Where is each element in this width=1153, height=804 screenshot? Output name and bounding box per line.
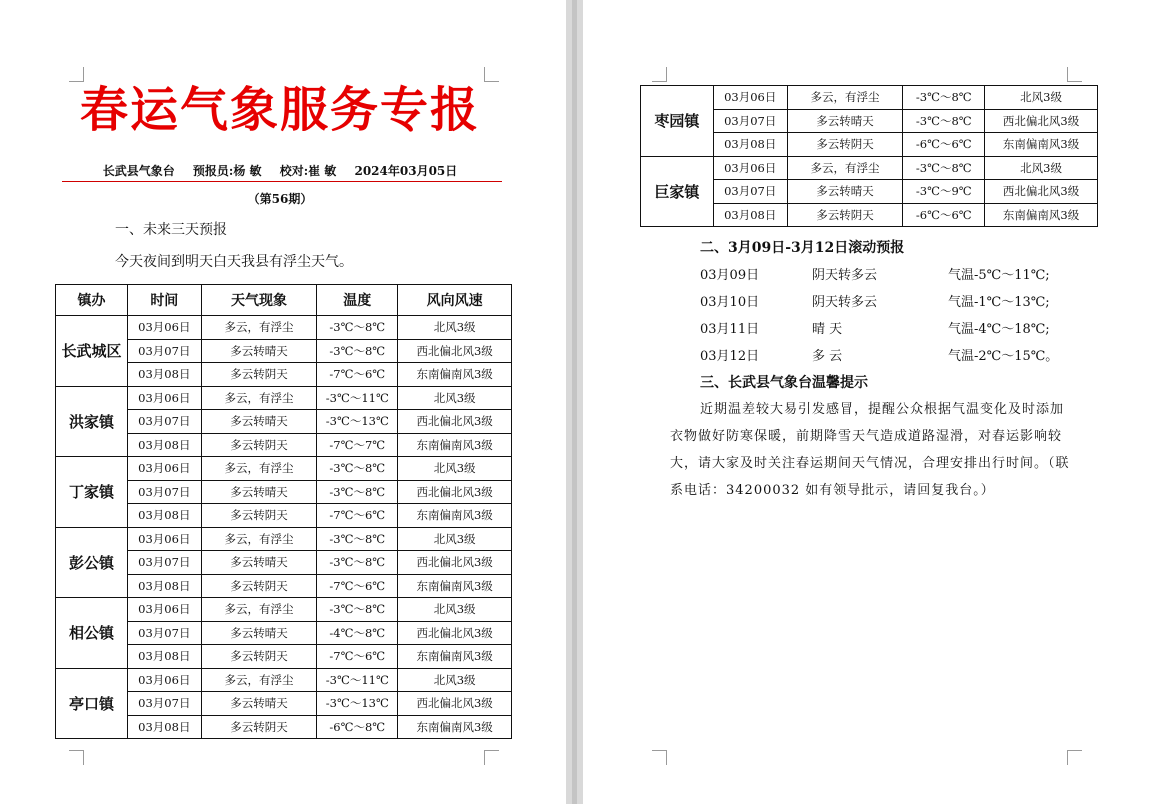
table-row	[56, 457, 512, 481]
weather-cell: 多云转阴天	[201, 433, 317, 457]
temp-cell: -3℃～8℃	[317, 598, 398, 622]
corner-mark	[1067, 750, 1082, 765]
col-header-time: 时间	[127, 285, 201, 316]
wind-cell: 北风3级	[985, 86, 1098, 110]
temp-cell: -7℃～6℃	[317, 645, 398, 669]
rolling-forecast-row	[700, 291, 1080, 311]
temp-cell: -3℃～11℃	[317, 386, 398, 410]
wind-cell: 东南偏南风3级	[398, 504, 512, 528]
wind-cell: 西北偏北风3级	[398, 551, 512, 575]
rolling-weather: 阴天转多云	[812, 295, 878, 310]
wind-cell: 西北偏北风3级	[398, 410, 512, 434]
rolling-temp: 气温-2℃～15℃。	[948, 349, 1059, 364]
section3-heading: 三、长武县气象台温馨提示	[700, 375, 868, 391]
corner-mark	[69, 750, 84, 765]
date-cell: 03月07日	[127, 621, 201, 645]
temp-cell: -4℃～8℃	[317, 621, 398, 645]
weather-cell: 多云转晴天	[201, 551, 317, 575]
document-page-1	[0, 0, 566, 804]
header-divider	[62, 181, 502, 182]
weather-cell: 多云转阴天	[201, 363, 317, 387]
town-name-cell: 相公镇	[56, 598, 128, 669]
weather-cell: 多云转晴天	[787, 109, 903, 133]
date-cell: 03月06日	[127, 598, 201, 622]
wind-cell: 东南偏南风3级	[398, 433, 512, 457]
weather-cell: 多云，有浮尘	[201, 668, 317, 692]
weather-cell: 多云，有浮尘	[201, 316, 317, 340]
weather-cell: 多云转阴天	[201, 715, 317, 739]
date-cell: 03月08日	[127, 574, 201, 598]
col-header-wind: 风向风速	[398, 285, 512, 316]
rolling-temp: 气温-5℃～11℃;	[948, 268, 1050, 283]
wind-cell: 北风3级	[398, 316, 512, 340]
section3-tip-text: 近期温差较大易引发感冒，提醒公众根据气温变化及时添加衣物做好防寒保暖，前期降雪天气造成道路湿滑，对春运影响较大，请大家及时关注春运期间天气情况，合理安排出行时间。（联系电话：34200032 如有领导批示，请回复我台。）	[670, 402, 1070, 498]
forecaster: 预报员:杨 敏	[192, 164, 262, 178]
section1-heading: 一、未来三天预报	[115, 222, 227, 238]
temp-cell: -3℃～8℃	[317, 527, 398, 551]
temp-cell: -7℃～6℃	[317, 363, 398, 387]
town-name-cell: 彭公镇	[56, 527, 128, 598]
town-name-cell: 巨家镇	[641, 156, 714, 227]
weather-cell: 多云，有浮尘	[201, 527, 317, 551]
table-header-row	[56, 285, 512, 316]
temp-cell: -3℃～8℃	[317, 551, 398, 575]
issue-number: （第56期）	[247, 192, 313, 206]
rolling-date: 03月09日	[700, 268, 760, 283]
town-name-cell: 长武城区	[56, 316, 128, 387]
weather-cell: 多云转晴天	[201, 410, 317, 434]
weather-cell: 多云转阴天	[787, 203, 903, 227]
temp-cell: -3℃～13℃	[317, 692, 398, 716]
date-cell: 03月08日	[127, 504, 201, 528]
proofreader: 校对:崔 敏	[279, 164, 337, 178]
temp-cell: -7℃～6℃	[317, 574, 398, 598]
weather-cell: 多云转阴天	[201, 574, 317, 598]
wind-cell: 北风3级	[398, 457, 512, 481]
col-header-weather: 天气现象	[201, 285, 317, 316]
section1-intro: 今天夜间到明天白天我县有浮尘天气。	[115, 254, 353, 270]
rolling-date: 03月12日	[700, 349, 760, 364]
weather-cell: 多云转阴天	[201, 645, 317, 669]
temp-cell: -3℃～8℃	[903, 109, 985, 133]
date-cell: 03月07日	[127, 339, 201, 363]
temp-cell: -3℃～8℃	[317, 316, 398, 340]
date-cell: 03月08日	[713, 203, 787, 227]
date-cell: 03月08日	[713, 133, 787, 157]
temp-cell: -7℃～7℃	[317, 433, 398, 457]
corner-mark	[484, 750, 499, 765]
corner-mark	[652, 67, 667, 82]
rolling-forecast-row	[700, 345, 1080, 365]
report-title: 春运气象服务专报	[79, 82, 480, 138]
rolling-temp: 气温-4℃～18℃;	[948, 322, 1050, 337]
temp-cell: -3℃～8℃	[317, 480, 398, 504]
wind-cell: 西北偏北风3级	[398, 692, 512, 716]
table-row	[56, 598, 512, 622]
wind-cell: 西北偏北风3级	[398, 480, 512, 504]
wind-cell: 西北偏北风3级	[398, 621, 512, 645]
wind-cell: 东南偏南风3级	[985, 133, 1098, 157]
weather-cell: 多云，有浮尘	[201, 598, 317, 622]
table-row	[56, 527, 512, 551]
wind-cell: 东南偏南风3级	[398, 363, 512, 387]
date-cell: 03月06日	[127, 316, 201, 340]
date-cell: 03月08日	[127, 363, 201, 387]
date-cell: 03月08日	[127, 645, 201, 669]
wind-cell: 北风3级	[398, 386, 512, 410]
rolling-forecast-row	[700, 318, 1080, 338]
date-cell: 03月08日	[127, 715, 201, 739]
weather-cell: 多云，有浮尘	[787, 86, 903, 110]
date-cell: 03月06日	[127, 668, 201, 692]
wind-cell: 北风3级	[398, 527, 512, 551]
rolling-forecast-row	[700, 264, 1080, 284]
temp-cell: -3℃～11℃	[317, 668, 398, 692]
weather-cell: 多云，有浮尘	[787, 156, 903, 180]
town-name-cell: 亭口镇	[56, 668, 128, 739]
temp-cell: -6℃～6℃	[903, 133, 985, 157]
weather-cell: 多云转阴天	[787, 133, 903, 157]
rolling-weather: 晴 天	[812, 322, 843, 337]
report-date: 2024年03月05日	[354, 164, 458, 178]
table-row	[641, 156, 1098, 180]
wind-cell: 北风3级	[985, 156, 1098, 180]
wind-cell: 西北偏北风3级	[398, 339, 512, 363]
date-cell: 03月07日	[127, 692, 201, 716]
date-cell: 03月06日	[127, 457, 201, 481]
date-cell: 03月08日	[127, 433, 201, 457]
temp-cell: -3℃～8℃	[903, 86, 985, 110]
date-cell: 03月07日	[713, 180, 787, 204]
wind-cell: 东南偏南风3级	[985, 203, 1098, 227]
temp-cell: -3℃～8℃	[903, 156, 985, 180]
table-row	[56, 668, 512, 692]
rolling-temp: 气温-1℃～13℃;	[948, 295, 1050, 310]
temp-cell: -3℃～8℃	[317, 339, 398, 363]
weather-cell: 多云转阴天	[201, 504, 317, 528]
date-cell: 03月07日	[127, 551, 201, 575]
table-row	[641, 86, 1098, 110]
date-cell: 03月06日	[713, 86, 787, 110]
section2-heading: 二、3月09日-3月12日滚动预报	[700, 240, 905, 256]
temp-cell: -3℃～8℃	[317, 457, 398, 481]
agency: 长武县气象台	[102, 164, 175, 178]
col-header-town: 镇办	[56, 285, 128, 316]
temp-cell: -3℃～9℃	[903, 180, 985, 204]
col-header-temp: 温度	[317, 285, 398, 316]
weather-cell: 多云转晴天	[201, 339, 317, 363]
town-name-cell: 枣园镇	[641, 86, 714, 157]
temp-cell: -7℃～6℃	[317, 504, 398, 528]
date-cell: 03月06日	[127, 527, 201, 551]
weather-cell: 多云，有浮尘	[201, 457, 317, 481]
rolling-date: 03月11日	[700, 322, 760, 337]
rolling-weather: 多 云	[812, 349, 843, 364]
table-row	[56, 316, 512, 340]
wind-cell: 西北偏北风3级	[985, 180, 1098, 204]
temp-cell: -6℃～8℃	[317, 715, 398, 739]
temp-cell: -6℃～6℃	[903, 203, 985, 227]
wind-cell: 西北偏北风3级	[985, 109, 1098, 133]
town-name-cell: 丁家镇	[56, 457, 128, 528]
page-gap	[566, 0, 583, 804]
weather-cell: 多云转晴天	[201, 480, 317, 504]
wind-cell: 东南偏南风3级	[398, 715, 512, 739]
corner-mark	[652, 750, 667, 765]
forecast-table-page1	[55, 284, 512, 739]
scroll-divider	[572, 0, 577, 804]
forecast-table-page2	[640, 85, 1098, 227]
wind-cell: 东南偏南风3级	[398, 645, 512, 669]
date-cell: 03月06日	[713, 156, 787, 180]
weather-cell: 多云转晴天	[787, 180, 903, 204]
town-name-cell: 洪家镇	[56, 386, 128, 457]
weather-cell: 多云，有浮尘	[201, 386, 317, 410]
temp-cell: -3℃～13℃	[317, 410, 398, 434]
date-cell: 03月07日	[127, 410, 201, 434]
table-row	[56, 386, 512, 410]
weather-cell: 多云转晴天	[201, 621, 317, 645]
date-cell: 03月07日	[127, 480, 201, 504]
weather-cell: 多云转晴天	[201, 692, 317, 716]
report-meta	[60, 162, 500, 179]
wind-cell: 东南偏南风3级	[398, 574, 512, 598]
date-cell: 03月06日	[127, 386, 201, 410]
rolling-date: 03月10日	[700, 295, 760, 310]
corner-mark	[1067, 67, 1082, 82]
rolling-weather: 阴天转多云	[812, 268, 878, 283]
wind-cell: 北风3级	[398, 598, 512, 622]
date-cell: 03月07日	[713, 109, 787, 133]
wind-cell: 北风3级	[398, 668, 512, 692]
